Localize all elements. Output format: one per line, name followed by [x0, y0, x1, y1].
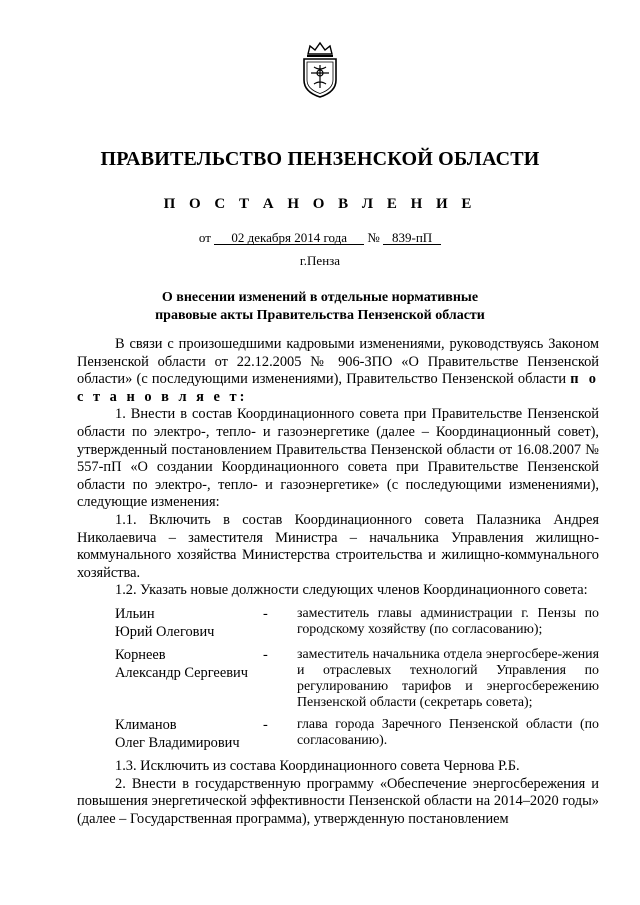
intro-paragraph	[77, 336, 599, 406]
members-list	[77, 606, 599, 752]
member-row	[77, 647, 599, 711]
decree-word: п о с т а н о в л я е т:	[77, 371, 599, 405]
document-type: П О С Т А Н О В Л Е Н И Е	[163, 196, 477, 212]
member-name	[77, 606, 263, 641]
member-surname: Корнеев	[115, 647, 166, 664]
document-title	[150, 289, 490, 325]
member-role: глава города Заречного Пензенской области (по согласованию).	[297, 717, 599, 749]
member-given-name: Александр Сергеевич	[115, 664, 248, 681]
member-surname: Ильин	[115, 605, 155, 622]
document-body	[77, 336, 599, 829]
member-row	[77, 606, 599, 641]
document-number: 839-пП	[383, 231, 441, 245]
document-date: 02 декабря 2014 года	[214, 231, 364, 245]
organization-name: ПРАВИТЕЛЬСТВО ПЕНЗЕНСКОЙ ОБЛАСТИ	[100, 148, 540, 170]
member-given-name: Юрий Олегович	[115, 623, 215, 640]
title-line-1: О внесении изменений в отдельные нормативные	[161, 290, 479, 305]
number-prefix: №	[367, 230, 380, 245]
member-dash: -	[263, 605, 268, 622]
date-prefix: от	[198, 230, 211, 245]
paragraph-1: 1. Внести в состав Координационного совета при Правительстве Пензенской области по электро-, тепло- и газоэнергетике (далее – Координационный совет), утвержденный постановлением Правительства Пензенской области от 16.08.2007 № 557-пП «О создании Координационного совета при Правительстве Пензенской области по электро-, тепло- и газоэнергетике» (с последующими изменениями), следующие изменения:	[77, 406, 599, 511]
member-name	[77, 647, 263, 711]
member-name	[77, 717, 263, 752]
member-dash: -	[263, 647, 268, 664]
member-role: заместитель главы администрации г. Пензы по городскому хозяйству (по согласованию);	[297, 605, 599, 637]
paragraph-1-1: 1.1. Включить в состав Координационного совета Палазника Андрея Николаевича – заместителя Министра – начальника Управления жилищно-коммунального хозяйства Министерства строительства и жилищно-коммунального хозяйства.	[77, 511, 599, 581]
member-given-name: Олег Владимирович	[115, 734, 240, 751]
penza-coat-of-arms-icon	[296, 40, 344, 100]
member-surname: Климанов	[115, 717, 177, 734]
member-dash: -	[263, 717, 268, 734]
city: г.Пенза	[299, 253, 341, 268]
date-number-line	[0, 230, 640, 246]
member-row	[77, 717, 599, 752]
title-line-2: правовые акты Правительства Пензенской области	[155, 308, 485, 323]
paragraph-1-3: 1.3. Исключить из состава Координационного совета Чернова Р.Б.	[115, 758, 520, 775]
member-role: заместитель начальника отдела энергосбере-жения и отраслевых технологий Управления по регулированию тарифов и энергосбережению Пензенской области (секретарь совета);	[297, 647, 599, 711]
intro-text: В связи с произошедшими кадровыми изменениями, руководствуясь Законом Пензенской области от 22.12.2005 № 906-ЗПО «О Правительстве Пензенской области» (с последующими изменениями), Правительство Пензенской области	[77, 336, 599, 388]
paragraph-1-2: 1.2. Указать новые должности следующих членов Координационного совета:	[115, 582, 588, 599]
paragraph-2: 2. Внести в государственную программу «Обеспечение энергосбережения и повышения энергетической эффективности Пензенской области на 2014–2020 годы» (далее – Государственная программа), утвержденную постановлением	[77, 775, 599, 828]
